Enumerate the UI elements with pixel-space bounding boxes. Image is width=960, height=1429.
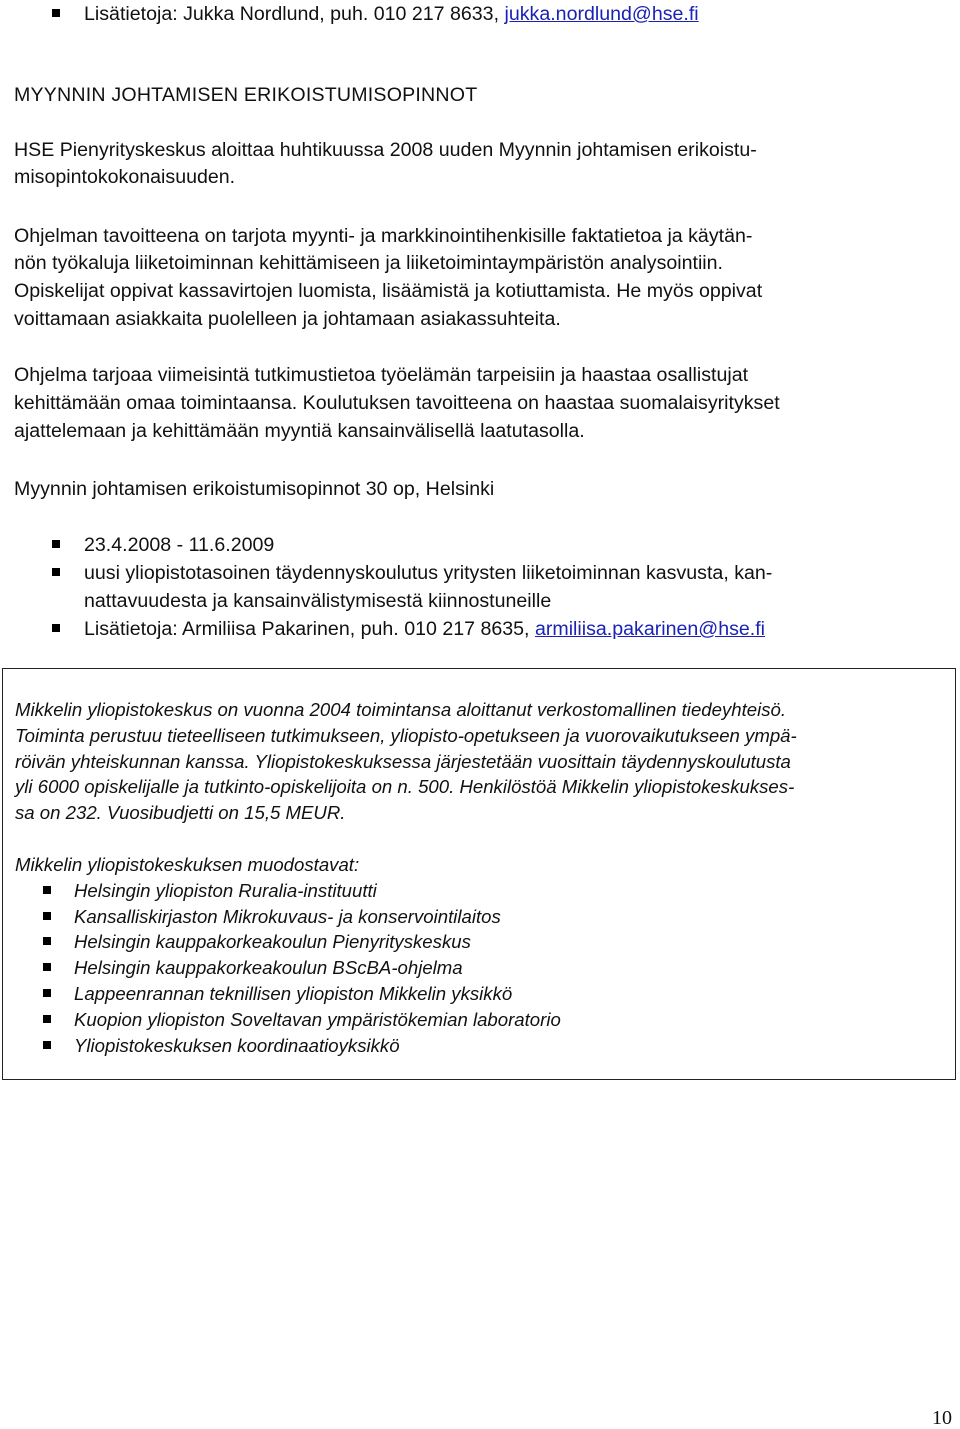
para1-line-3: Opiskelijat oppivat kassavirtojen luomista, lisäämistä ja kotiuttamista. He myös oppivat bbox=[14, 280, 763, 302]
list-item: 23.4.2008 - 11.6.2009 bbox=[14, 531, 944, 559]
box-para-line-1: Mikkelin yliopistokeskus on vuonna 2004 toimintansa aloittanut verkostomallinen tiedeyhteisö. bbox=[15, 699, 787, 720]
contact-label: Lisätietoja: Armiliisa Pakarinen, puh. 010 217 8635, bbox=[84, 618, 535, 640]
email-link[interactable]: armiliisa.pakarinen@hse.fi bbox=[534, 618, 766, 640]
page-number: 10 bbox=[932, 1407, 952, 1429]
bullet-square-icon bbox=[43, 963, 51, 971]
box-list-title: Mikkelin yliopistokeskuksen muodostavat: bbox=[15, 853, 360, 875]
bullet-square-icon bbox=[43, 1041, 51, 1049]
bullet-square-icon bbox=[43, 1015, 51, 1023]
list-item bbox=[14, 0, 699, 28]
box-para-line-5: sa on 232. Vuosibudjetti on 15,5 MEUR. bbox=[15, 802, 346, 824]
bullet-square-icon bbox=[43, 989, 51, 997]
list-item: Helsingin yliopiston Ruralia-instituutti bbox=[3, 878, 928, 904]
para1-line-2: nön työkaluja liiketoiminnan kehittämiseen ja liiketoimintaympäristön analysointiin. bbox=[14, 252, 724, 274]
box-para-line-3: röivän yhteiskunnan kanssa. Yliopistokeskuksessa järjestetään vuosittain täydennyskoulutusta bbox=[15, 750, 791, 772]
email-link[interactable]: jukka.nordlund@hse.fi bbox=[504, 3, 699, 25]
para1-line-4: voittamaan asiakkaita puolelleen ja johtamaan asiakassuhteita. bbox=[14, 308, 561, 330]
box-para-line-4: yli 6000 opiskelijalle ja tutkinto-opiskelijoita on n. 500. Henkilöstöä Mikkelin yliopistokeskukses- bbox=[15, 776, 795, 798]
bullet-square-icon bbox=[52, 624, 60, 632]
para1-line-1: Ohjelman tavoitteena on tarjota myynti- ja markkinointihenkisille faktatietoa ja käytän- bbox=[14, 225, 753, 247]
members-list bbox=[3, 878, 928, 1059]
para2-line-1: Ohjelma tarjoaa viimeisintä tutkimustietoa työelämän tarpeisiin ja haastaa osallistujat bbox=[14, 364, 749, 386]
list-item bbox=[14, 615, 944, 643]
list-item: Kuopion yliopiston Soveltavan ympäristökemian laboratorio bbox=[3, 1007, 928, 1033]
program-title: Myynnin johtamisen erikoistumisopinnot 30 op, Helsinki bbox=[14, 478, 495, 500]
bullet-square-icon bbox=[52, 568, 60, 576]
para2-line-2: kehittämään omaa toimintaansa. Koulutuksen tavoitteena on haastaa suomalaisyritykset bbox=[14, 392, 780, 414]
list-item: Yliopistokeskuksen koordinaatioyksikkö bbox=[3, 1033, 928, 1059]
bullet-square-icon bbox=[43, 886, 51, 894]
intro-line-2: misopintokokonaisuuden. bbox=[14, 166, 236, 188]
info-box-content bbox=[15, 697, 940, 1058]
bullet-square-icon bbox=[43, 937, 51, 945]
bullet-square-icon bbox=[52, 9, 60, 17]
list-item: uusi yliopistotasoinen täydennyskoulutus yritysten liiketoiminnan kasvusta, kan- nattavuudesta ja kansainvälistymisestä kiinnostuneille bbox=[14, 559, 944, 615]
contact-label: Lisätietoja: Jukka Nordlund, puh. 010 217 8633, bbox=[84, 3, 505, 25]
box-para-line-2: Toiminta perustuu tieteelliseen tutkimukseen, yliopisto-opetukseen ja vuorovaikutukseen ympä- bbox=[15, 724, 797, 746]
section-heading: MYYNNIN JOHTAMISEN ERIKOISTUMISOPINNOT bbox=[14, 84, 478, 106]
info-box bbox=[2, 668, 956, 1080]
list-item: Helsingin kauppakorkeakoulun Pienyrityskeskus bbox=[3, 929, 928, 955]
list-item: Kansalliskirjaston Mikrokuvaus- ja konservointilaitos bbox=[3, 904, 928, 930]
top-contact-list bbox=[14, 0, 699, 28]
list-item: Lappeenrannan teknillisen yliopiston Mikkelin yksikkö bbox=[3, 981, 928, 1007]
intro-line-1: HSE Pienyrityskeskus aloittaa huhtikuussa 2008 uuden Myynnin johtamisen erikoistu- bbox=[14, 139, 757, 161]
bullet-square-icon bbox=[52, 540, 60, 548]
program-details-list bbox=[14, 531, 944, 643]
list-item: Helsingin kauppakorkeakoulun BScBA-ohjelma bbox=[3, 955, 928, 981]
para2-line-3: ajattelemaan ja kehittämään myyntiä kansainvälisellä laatutasolla. bbox=[14, 420, 585, 442]
bullet-square-icon bbox=[43, 912, 51, 920]
